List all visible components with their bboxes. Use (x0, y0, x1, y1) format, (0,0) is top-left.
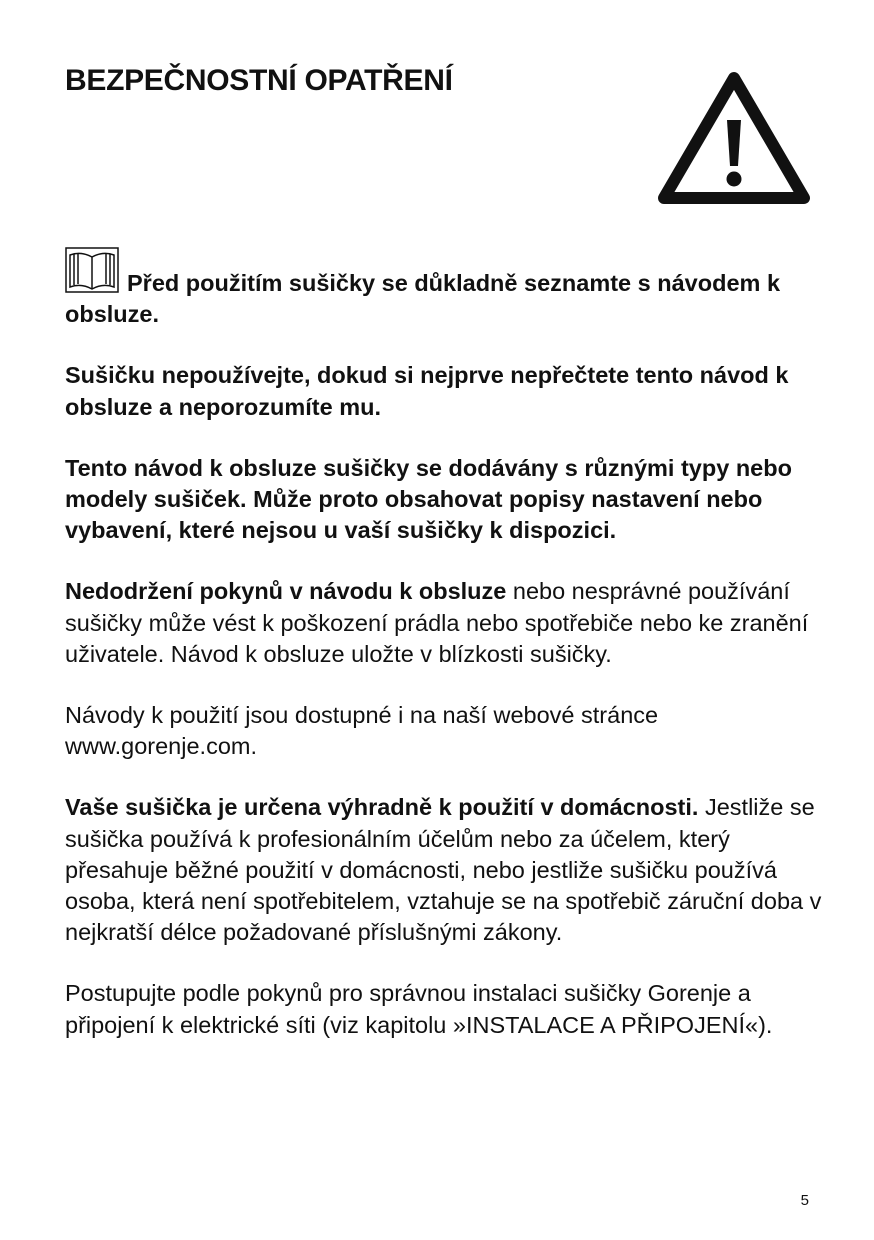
paragraph-instructions: Nedodržení pokynů v návodu k obsluze nebo nesprávné používání sušičky může vést k poškození prádla nebo spotřebiče nebo ke zranění uživatele. Návod k obsluze uložte v blízkosti sušičky. (65, 578, 809, 667)
paragraph-website: Návody k použití jsou dostupné i na naší webové stránce www.gorenje.com. (65, 702, 659, 760)
paragraph-do-not-use: Sušičku nepoužívejte, dokud si nejprve nepřečtete tento návod k obsluze a neporozumíte mu. (65, 362, 789, 420)
document-body (65, 268, 825, 1071)
paragraph-household-use: Vaše sušička je určena výhradně k použití v domácnosti. Jestliže se sušička používá k profesionálním účelům nebo za účelem, který přesahuje běžné použití v domácnosti, nebo jestliže sušičku používá osoba, která není spotřebitelem, vztahuje se na spotřebič záruční doba v nejkratší délce požadované příslušnými zákony. (65, 794, 822, 946)
paragraph-installation: Postupujte podle pokynů pro správnou instalaci sušičky Gorenje a připojení k elektrické síti (viz kapitolu »INSTALACE A PŘIPOJENÍ«). (65, 980, 773, 1038)
paragraph-read-manual: Před použitím sušičky se důkladně seznamte s návodem k obsluze. (65, 270, 781, 328)
page-number: 5 (800, 1192, 809, 1209)
paragraph-models: Tento návod k obsluze sušičky se dodávány s různými typy nebo modely sušiček. Může proto obsahovat popisy nastavení nebo vybavení, které nejsou u vaší sušičky k dispozici. (65, 454, 792, 544)
page-title: BEZPEČNOSTNÍ OPATŘENÍ (65, 64, 453, 97)
warning-triangle-icon (657, 70, 811, 208)
